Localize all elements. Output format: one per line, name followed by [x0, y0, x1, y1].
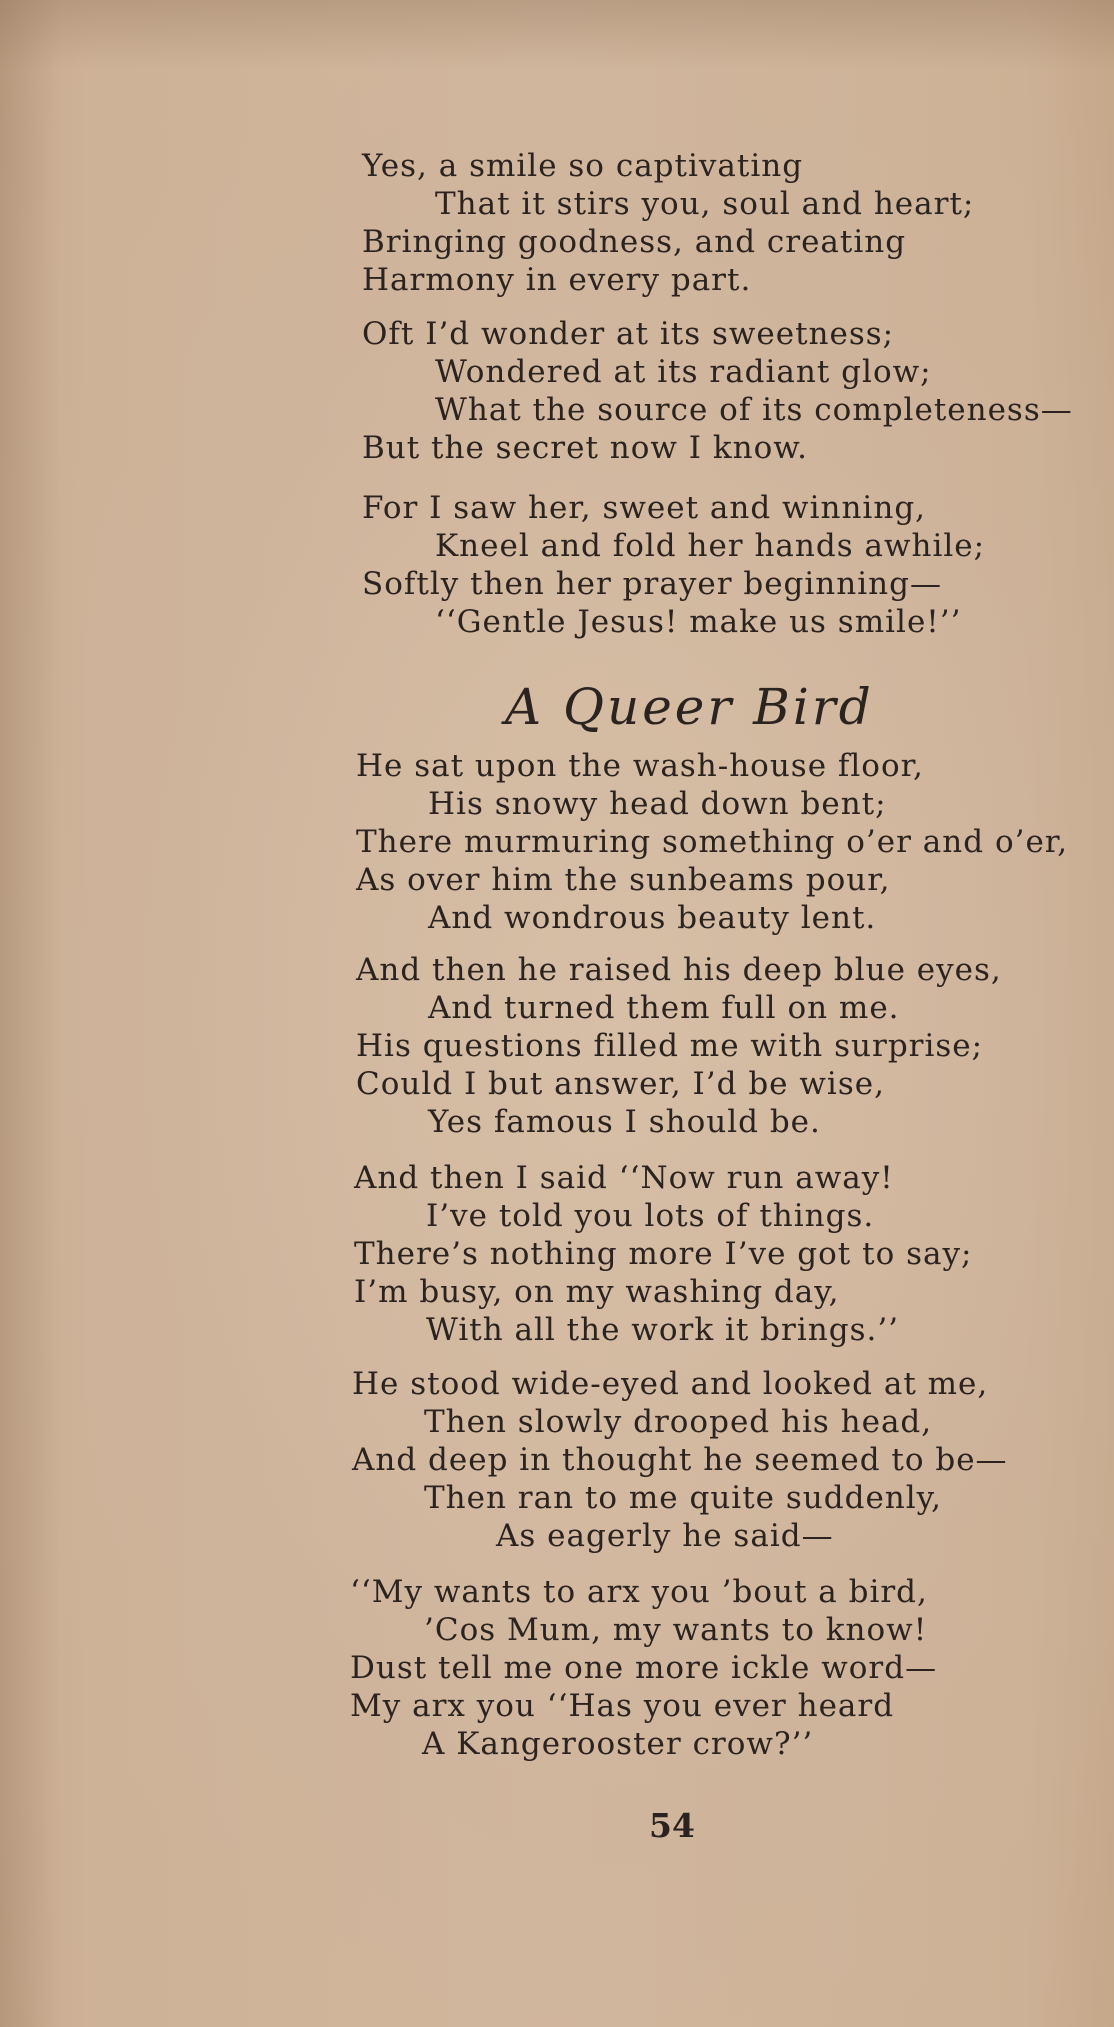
poem-1-stanza-3-line-1: For I saw her, sweet and winning, [362, 490, 927, 526]
poem-2-stanza-5-line-3: Dust tell me one more ickle word— [350, 1650, 938, 1686]
poem-2-stanza-1-line-2: His snowy head down bent; [428, 786, 887, 822]
poem-2-stanza-5-line-2: ’Cos Mum, my wants to know! [424, 1612, 928, 1648]
poem-1-stanza-1-line-1: Yes, a smile so captivating [362, 148, 804, 184]
poem-1-stanza-2-line-3: What the source of its completeness— [435, 392, 1073, 428]
poem-1-stanza-1-line-2: That it stirs you, soul and heart; [435, 186, 975, 222]
poem-2-stanza-5-line-5: A Kangerooster crow?’’ [422, 1726, 814, 1762]
poem-2-stanza-3-line-5: With all the work it brings.’’ [426, 1312, 900, 1348]
poem-2-stanza-1-line-3: There murmuring something o’er and o’er, [356, 824, 1069, 860]
poem-2-stanza-2-line-4: Could I but answer, I’d be wise, [356, 1066, 885, 1102]
poem-2-stanza-2-line-3: His questions filled me with surprise; [356, 1028, 984, 1064]
poem-2-stanza-5-line-1: ‘‘My wants to arx you ’bout a bird, [350, 1574, 928, 1610]
poem-1-stanza-2-line-1: Oft I’d wonder at its sweetness; [362, 316, 895, 352]
poem-2-stanza-2-line-5: Yes famous I should be. [428, 1104, 821, 1140]
poem-1-stanza-3-line-3: Softly then her prayer beginning— [362, 566, 942, 602]
page-number: 54 [649, 1806, 695, 1845]
poem-2-stanza-1-line-1: He sat upon the wash-house floor, [356, 748, 924, 784]
poem-1-stanza-2-line-4: But the secret now I know. [362, 430, 809, 466]
poem-2-stanza-3-line-2: I’ve told you lots of things. [426, 1198, 875, 1234]
poem-2-stanza-4-line-2: Then slowly drooped his head, [424, 1404, 933, 1440]
poem-2-stanza-2-line-1: And then he raised his deep blue eyes, [356, 952, 1002, 988]
poem-2-title: A Queer Bird [505, 678, 874, 736]
poem-2-stanza-5-line-4: My arx you ‘‘Has you ever heard [350, 1688, 895, 1724]
poem-2-stanza-2-line-2: And turned them full on me. [428, 990, 900, 1026]
poem-2-stanza-4-line-3: And deep in thought he seemed to be— [352, 1442, 1008, 1478]
poem-2-stanza-1-line-5: And wondrous beauty lent. [428, 900, 877, 936]
poem-2-stanza-3-line-3: There’s nothing more I’ve got to say; [354, 1236, 973, 1272]
poem-1-stanza-1-line-4: Harmony in every part. [362, 262, 752, 298]
poem-2-stanza-4-line-5: As eagerly he said— [496, 1518, 834, 1554]
poem-2-stanza-4-line-4: Then ran to me quite suddenly, [424, 1480, 942, 1516]
poem-2-stanza-3-line-1: And then I said ‘‘Now run away! [354, 1160, 894, 1196]
poem-1-stanza-2-line-2: Wondered at its radiant glow; [435, 354, 932, 390]
poem-2-stanza-3-line-4: I’m busy, on my washing day, [354, 1274, 840, 1310]
poem-1-stanza-1-line-3: Bringing goodness, and creating [362, 224, 907, 260]
poem-1-stanza-3-line-2: Kneel and fold her hands awhile; [435, 528, 986, 564]
poem-2-stanza-1-line-4: As over him the sunbeams pour, [356, 862, 891, 898]
poem-2-stanza-4-line-1: He stood wide-eyed and looked at me, [352, 1366, 989, 1402]
poem-1-stanza-3-line-4: ‘‘Gentle Jesus! make us smile!’’ [435, 604, 962, 640]
